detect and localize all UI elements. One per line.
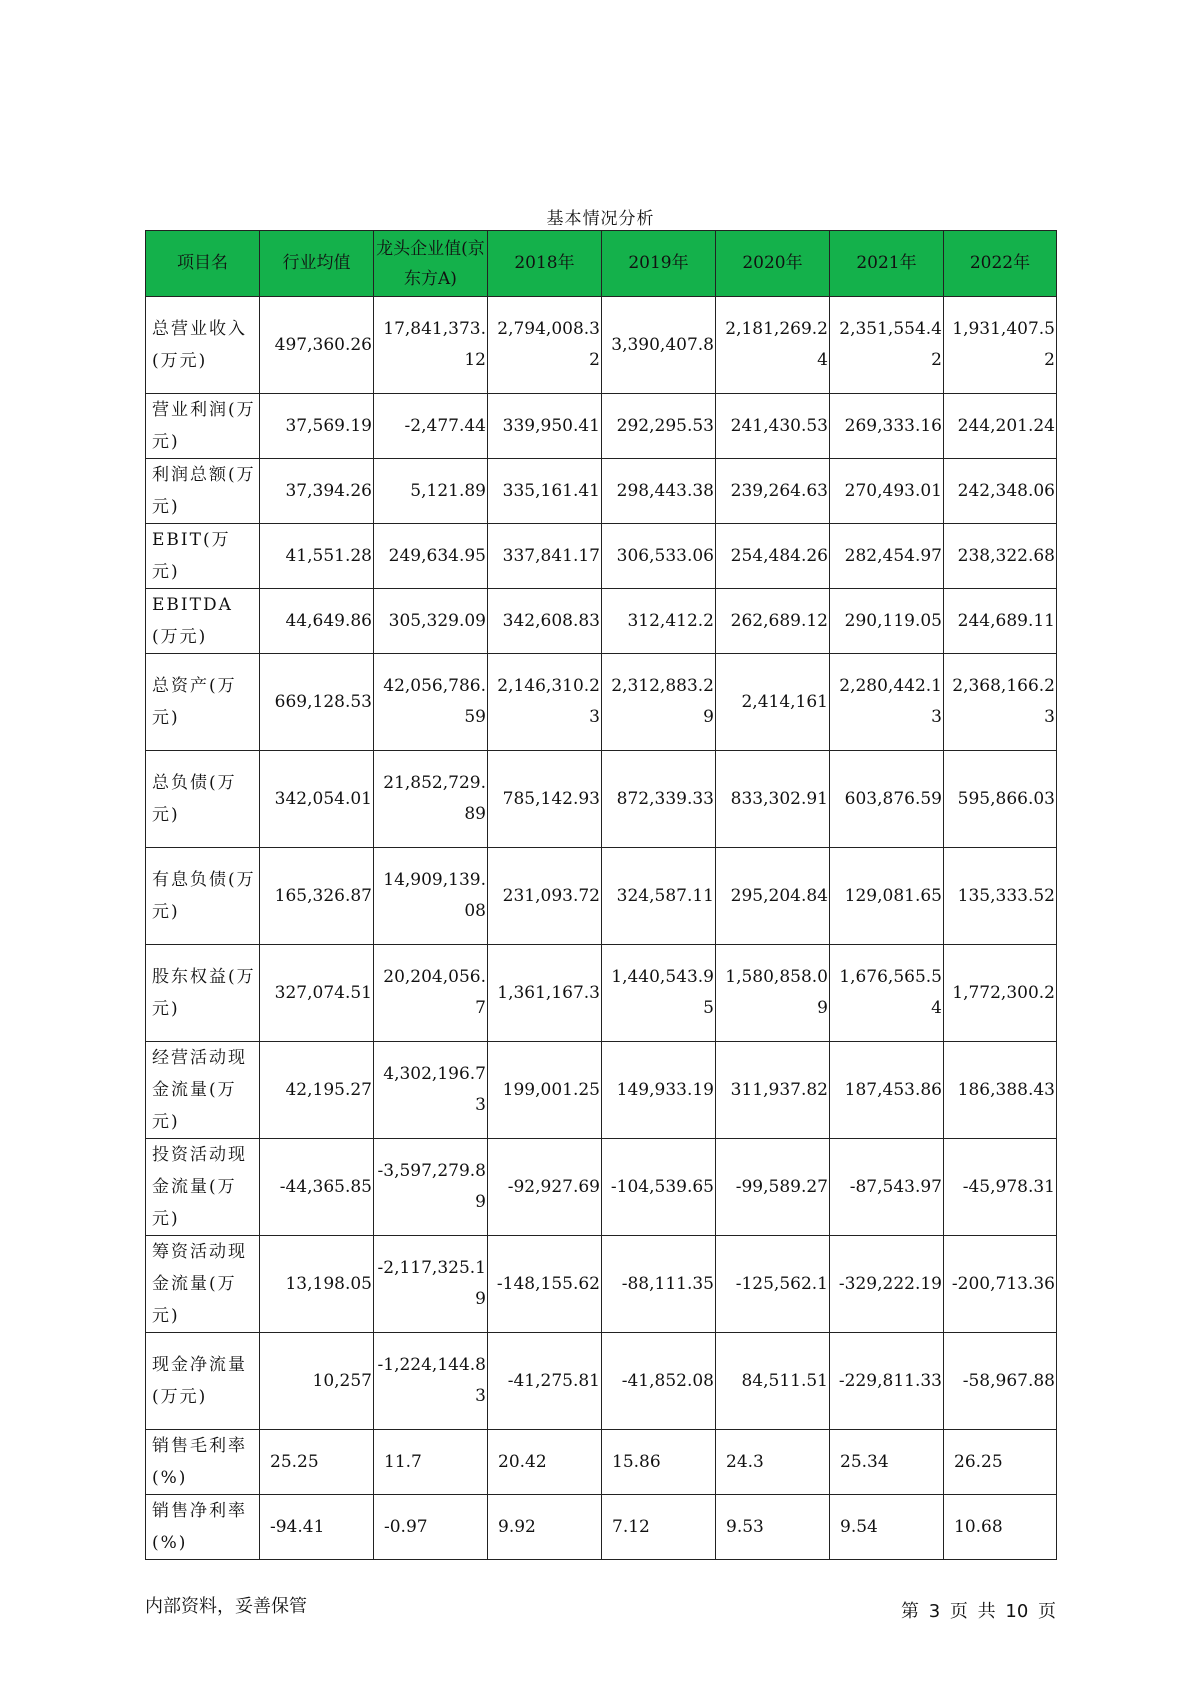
row-label: 销售净利率(%) (146, 1495, 260, 1560)
value-cell: 9.53 (716, 1495, 830, 1560)
value-cell: 595,866.03 (944, 751, 1057, 848)
value-cell: 186,388.43 (944, 1042, 1057, 1139)
value-cell: 327,074.51 (260, 945, 374, 1042)
header-row (146, 231, 1057, 297)
value-cell: 342,608.83 (488, 589, 602, 654)
value-cell: 11.7 (374, 1430, 488, 1495)
footer-page-number: 第 3 页 共 10 页 (901, 1601, 1056, 1622)
value-cell: -88,111.35 (602, 1236, 716, 1333)
value-cell: -92,927.69 (488, 1139, 602, 1236)
value-cell: 20,204,056.7 (374, 945, 488, 1042)
table-row (146, 297, 1057, 394)
row-label: 经营活动现金流量(万元) (146, 1042, 260, 1139)
header-cell: 项目名 (146, 231, 260, 297)
value-cell: 187,453.86 (830, 1042, 944, 1139)
table-row (146, 1495, 1057, 1560)
value-cell: 2,414,161 (716, 654, 830, 751)
value-cell: 2,312,883.29 (602, 654, 716, 751)
value-cell: 42,056,786.59 (374, 654, 488, 751)
row-label: 营业利润(万元) (146, 394, 260, 459)
value-cell: 129,081.65 (830, 848, 944, 945)
value-cell: 7.12 (602, 1495, 716, 1560)
value-cell: 305,329.09 (374, 589, 488, 654)
row-label: 总负债(万元) (146, 751, 260, 848)
value-cell: 17,841,373.12 (374, 297, 488, 394)
value-cell: -45,978.31 (944, 1139, 1057, 1236)
value-cell: 231,093.72 (488, 848, 602, 945)
value-cell: -94.41 (260, 1495, 374, 1560)
value-cell: 165,326.87 (260, 848, 374, 945)
row-label: 利润总额(万元) (146, 459, 260, 524)
table-row (146, 1236, 1057, 1333)
table-row (146, 751, 1057, 848)
value-cell: -0.97 (374, 1495, 488, 1560)
value-cell: 270,493.01 (830, 459, 944, 524)
table-row (146, 1333, 1057, 1430)
financial-table (145, 230, 1057, 1560)
value-cell: 669,128.53 (260, 654, 374, 751)
value-cell: -44,365.85 (260, 1139, 374, 1236)
row-label: 销售毛利率(%) (146, 1430, 260, 1495)
value-cell: 311,937.82 (716, 1042, 830, 1139)
value-cell: 1,361,167.3 (488, 945, 602, 1042)
value-cell: 785,142.93 (488, 751, 602, 848)
table-row (146, 459, 1057, 524)
value-cell: 249,634.95 (374, 524, 488, 589)
value-cell: 1,772,300.2 (944, 945, 1057, 1042)
value-cell: 282,454.97 (830, 524, 944, 589)
value-cell: 2,351,554.42 (830, 297, 944, 394)
value-cell: 2,280,442.13 (830, 654, 944, 751)
value-cell: 135,333.52 (944, 848, 1057, 945)
value-cell: 1,931,407.52 (944, 297, 1057, 394)
value-cell: -229,811.33 (830, 1333, 944, 1430)
value-cell: 238,322.68 (944, 524, 1057, 589)
value-cell: 2,794,008.32 (488, 297, 602, 394)
value-cell: 25.25 (260, 1430, 374, 1495)
value-cell: 242,348.06 (944, 459, 1057, 524)
value-cell: 298,443.38 (602, 459, 716, 524)
header-cell: 2018年 (488, 231, 602, 297)
value-cell: 262,689.12 (716, 589, 830, 654)
value-cell: -2,117,325.19 (374, 1236, 488, 1333)
value-cell: 603,876.59 (830, 751, 944, 848)
value-cell: 9.92 (488, 1495, 602, 1560)
value-cell: 26.25 (944, 1430, 1057, 1495)
value-cell: 241,430.53 (716, 394, 830, 459)
row-label: EBITDA(万元) (146, 589, 260, 654)
row-label: 现金净流量(万元) (146, 1333, 260, 1430)
value-cell: 15.86 (602, 1430, 716, 1495)
value-cell: 244,201.24 (944, 394, 1057, 459)
value-cell: -329,222.19 (830, 1236, 944, 1333)
table-row (146, 654, 1057, 751)
value-cell: 3,390,407.8 (602, 297, 716, 394)
value-cell: 10.68 (944, 1495, 1057, 1560)
row-label: 股东权益(万元) (146, 945, 260, 1042)
value-cell: 872,339.33 (602, 751, 716, 848)
table-row (146, 1430, 1057, 1495)
value-cell: 295,204.84 (716, 848, 830, 945)
row-label: EBIT(万元) (146, 524, 260, 589)
value-cell: 244,689.11 (944, 589, 1057, 654)
table-row (146, 394, 1057, 459)
value-cell: 14,909,139.08 (374, 848, 488, 945)
header-cell: 行业均值 (260, 231, 374, 297)
row-label: 投资活动现金流量(万元) (146, 1139, 260, 1236)
value-cell: 84,511.51 (716, 1333, 830, 1430)
value-cell: 4,302,196.73 (374, 1042, 488, 1139)
table-row (146, 524, 1057, 589)
value-cell: -2,477.44 (374, 394, 488, 459)
value-cell: -99,589.27 (716, 1139, 830, 1236)
value-cell: -200,713.36 (944, 1236, 1057, 1333)
value-cell: 2,146,310.23 (488, 654, 602, 751)
table-row (146, 589, 1057, 654)
table-row (146, 848, 1057, 945)
value-cell: -1,224,144.83 (374, 1333, 488, 1430)
header-cell: 龙头企业值(京东方A) (374, 231, 488, 297)
value-cell: 239,264.63 (716, 459, 830, 524)
value-cell: 37,394.26 (260, 459, 374, 524)
header-cell: 2019年 (602, 231, 716, 297)
value-cell: 25.34 (830, 1430, 944, 1495)
value-cell: 10,257 (260, 1333, 374, 1430)
value-cell: 13,198.05 (260, 1236, 374, 1333)
row-label: 有息负债(万元) (146, 848, 260, 945)
row-label: 总资产(万元) (146, 654, 260, 751)
value-cell: 2,181,269.24 (716, 297, 830, 394)
value-cell: 269,333.16 (830, 394, 944, 459)
table-row (146, 945, 1057, 1042)
value-cell: 41,551.28 (260, 524, 374, 589)
value-cell: 312,412.2 (602, 589, 716, 654)
value-cell: 833,302.91 (716, 751, 830, 848)
header-cell: 2022年 (944, 231, 1057, 297)
value-cell: -87,543.97 (830, 1139, 944, 1236)
value-cell: -148,155.62 (488, 1236, 602, 1333)
row-label: 总营业收入(万元) (146, 297, 260, 394)
header-cell: 2021年 (830, 231, 944, 297)
header-cell: 2020年 (716, 231, 830, 297)
value-cell: 290,119.05 (830, 589, 944, 654)
value-cell: 20.42 (488, 1430, 602, 1495)
value-cell: 1,676,565.54 (830, 945, 944, 1042)
footer-confidential-note: 内部资料，妥善保管 (145, 1596, 307, 1617)
table-title: 基本情况分析 (546, 209, 655, 229)
value-cell: 199,001.25 (488, 1042, 602, 1139)
value-cell: 149,933.19 (602, 1042, 716, 1139)
value-cell: 5,121.89 (374, 459, 488, 524)
value-cell: 44,649.86 (260, 589, 374, 654)
row-label: 筹资活动现金流量(万元) (146, 1236, 260, 1333)
value-cell: 292,295.53 (602, 394, 716, 459)
value-cell: 9.54 (830, 1495, 944, 1560)
value-cell: 1,440,543.95 (602, 945, 716, 1042)
value-cell: 335,161.41 (488, 459, 602, 524)
table-row (146, 1042, 1057, 1139)
value-cell: 254,484.26 (716, 524, 830, 589)
value-cell: 37,569.19 (260, 394, 374, 459)
value-cell: -104,539.65 (602, 1139, 716, 1236)
value-cell: 339,950.41 (488, 394, 602, 459)
value-cell: 497,360.26 (260, 297, 374, 394)
value-cell: 337,841.17 (488, 524, 602, 589)
value-cell: -125,562.1 (716, 1236, 830, 1333)
table-row (146, 1139, 1057, 1236)
value-cell: -41,275.81 (488, 1333, 602, 1430)
value-cell: 1,580,858.09 (716, 945, 830, 1042)
value-cell: 306,533.06 (602, 524, 716, 589)
value-cell: 21,852,729.89 (374, 751, 488, 848)
value-cell: -41,852.08 (602, 1333, 716, 1430)
value-cell: 342,054.01 (260, 751, 374, 848)
value-cell: -58,967.88 (944, 1333, 1057, 1430)
value-cell: 42,195.27 (260, 1042, 374, 1139)
value-cell: 2,368,166.23 (944, 654, 1057, 751)
value-cell: -3,597,279.89 (374, 1139, 488, 1236)
value-cell: 324,587.11 (602, 848, 716, 945)
value-cell: 24.3 (716, 1430, 830, 1495)
